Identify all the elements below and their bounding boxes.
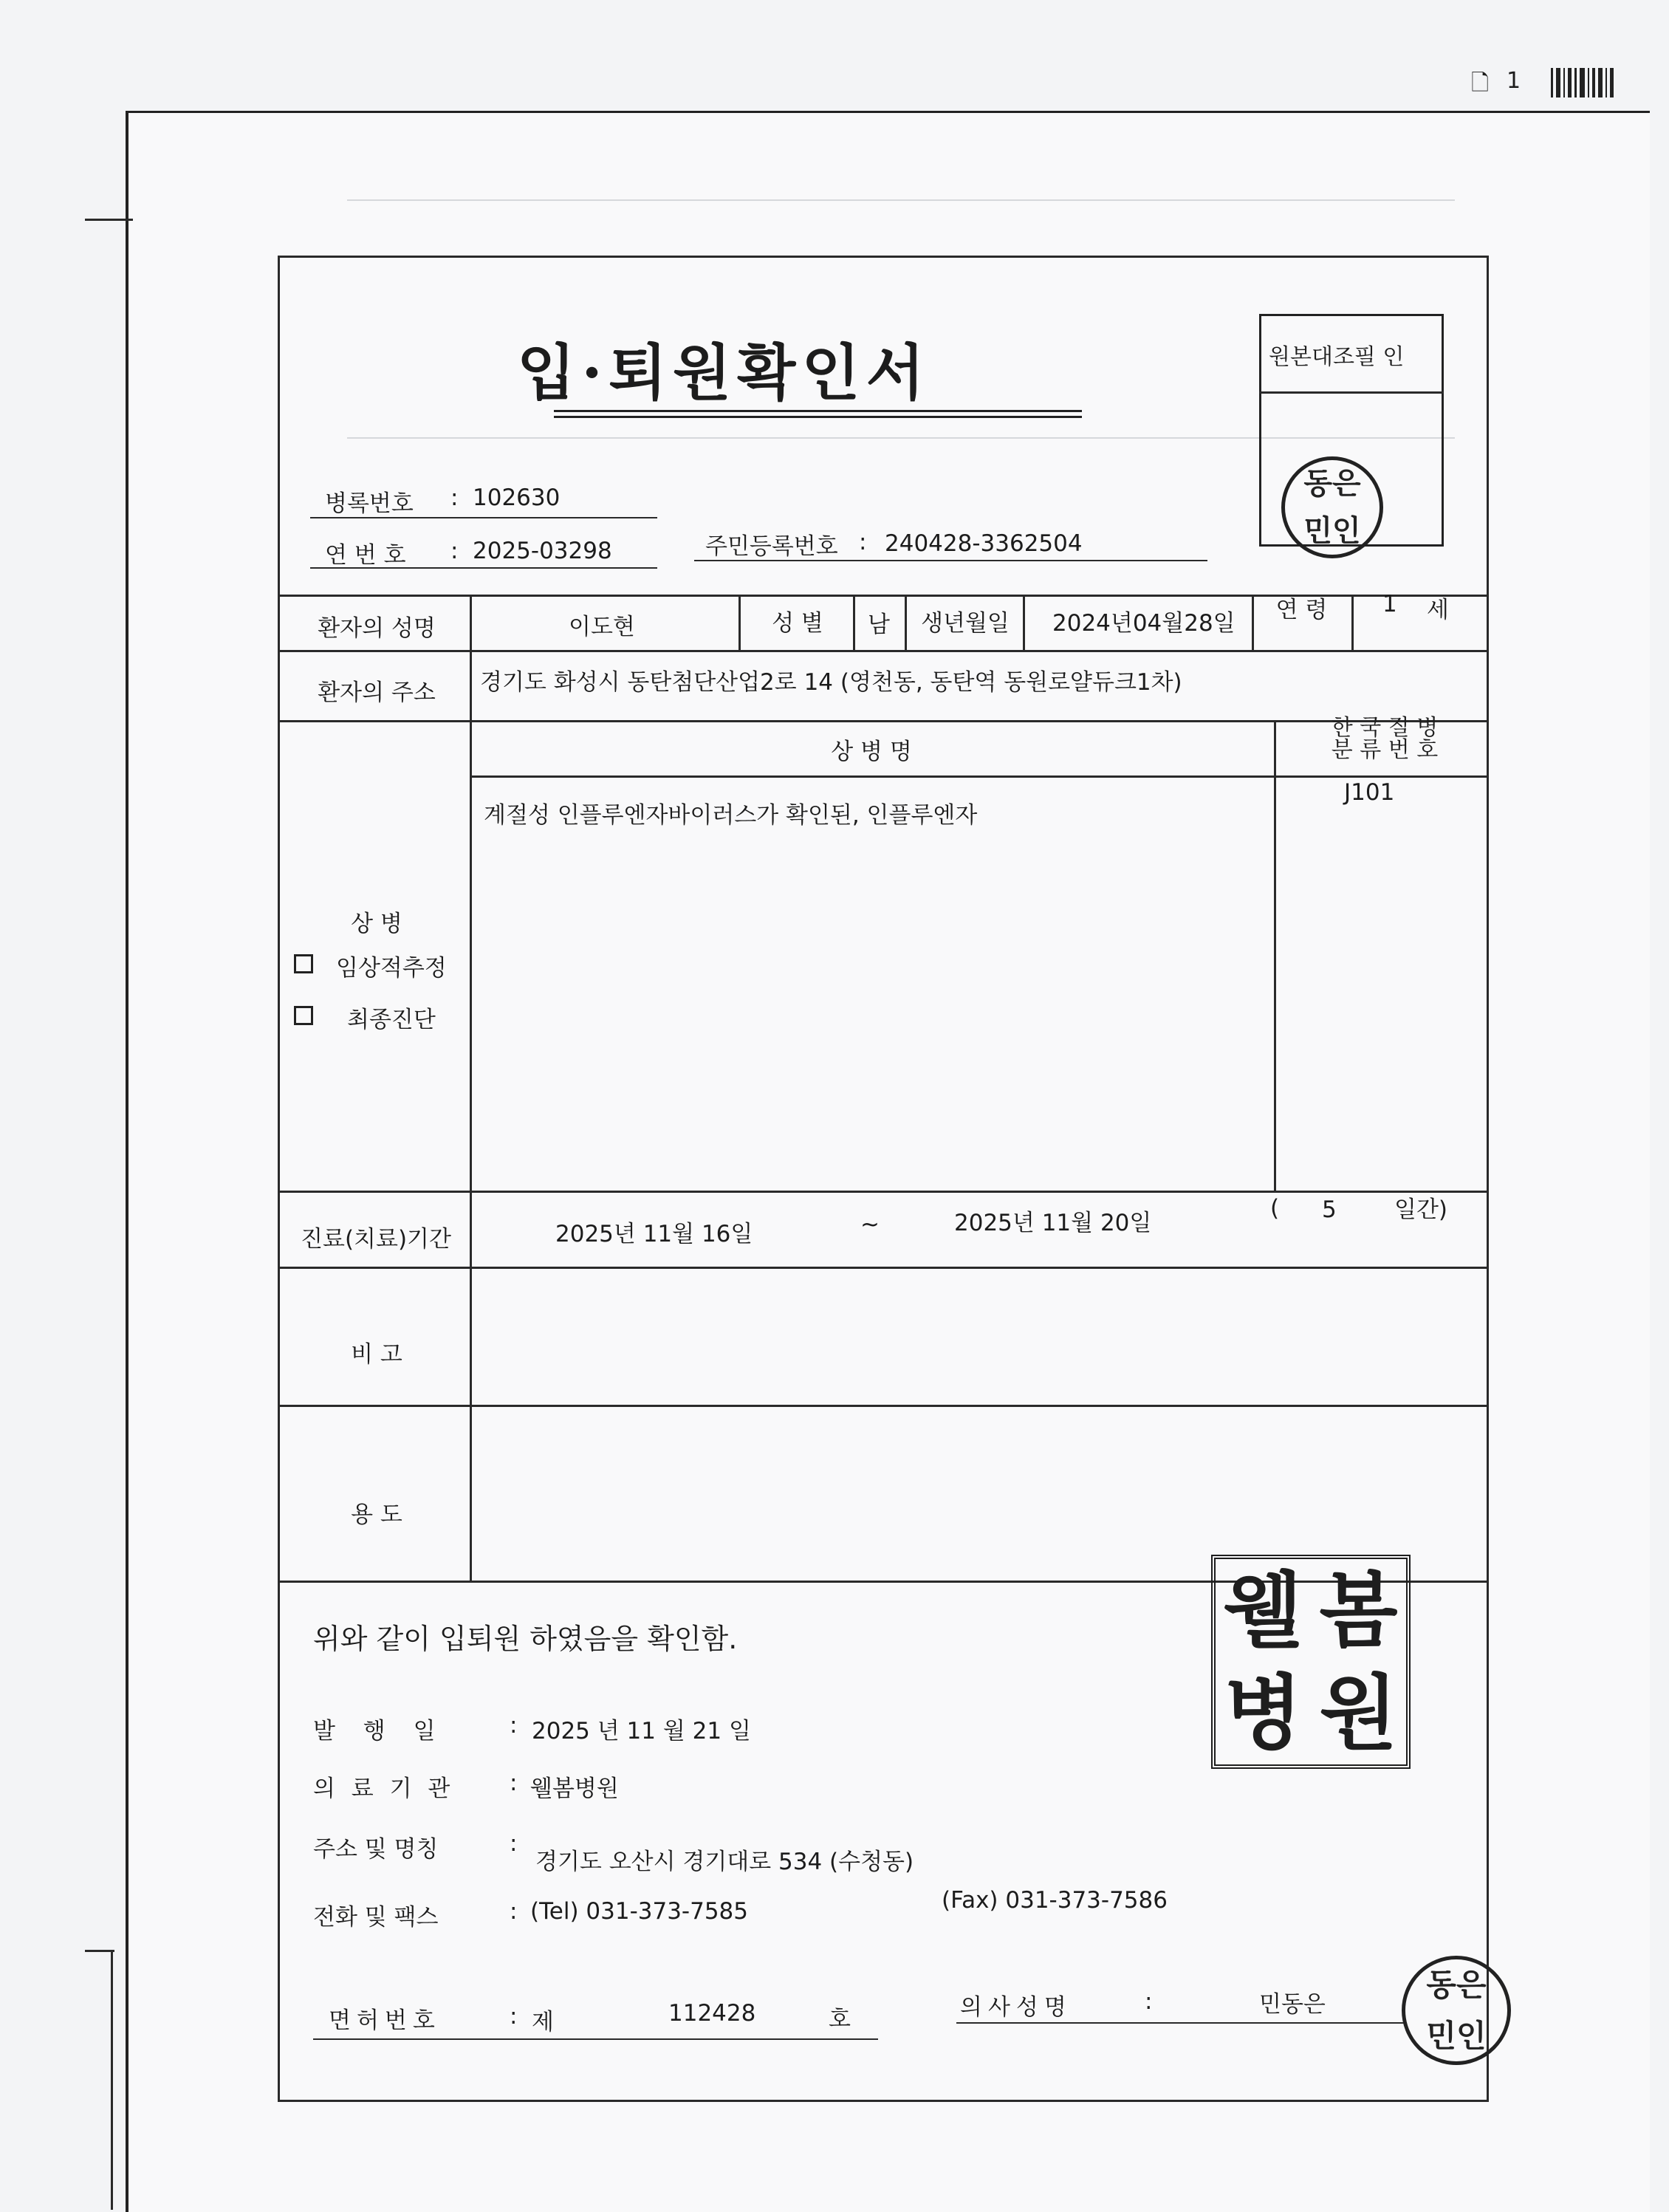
- treatment-end: 2025년 11월 20일: [954, 1210, 1152, 1236]
- record-no-label: 병록번호: [325, 490, 414, 517]
- patient-address: 경기도 화성시 동탄첨단산업2로 14 (영천동, 동탄역 동원로얄듀크1차): [480, 669, 1182, 696]
- record-no: 102630: [473, 484, 561, 511]
- license-no: 112428: [668, 2000, 756, 2027]
- phone-label: 전화 및 팩스: [313, 1904, 439, 1931]
- final-label: 최종진단: [347, 1007, 436, 1033]
- treatment-tilde: ~: [860, 1211, 880, 1238]
- treatment-start: 2025년 11월 16일: [555, 1221, 753, 1247]
- license-prefix: 제: [532, 2009, 554, 2035]
- address-label: 환자의 주소: [318, 679, 436, 706]
- final-checkbox[interactable]: [294, 1006, 313, 1025]
- code-header-line1: 한 국 질 병: [1331, 715, 1439, 741]
- treatment-label: 진료(치료)기간: [301, 1226, 451, 1253]
- age-label: 연 령: [1275, 597, 1328, 623]
- clinical-label: 임상적추정: [336, 955, 447, 982]
- purpose-label: 용 도: [351, 1502, 402, 1528]
- serial-no-label: 연 번 호: [325, 542, 406, 569]
- page-icon: 🗋: [1471, 70, 1490, 96]
- birth-value: 2024년04월28일: [1052, 610, 1236, 637]
- page-number: 1: [1507, 68, 1521, 94]
- license-suffix: 호: [829, 2006, 851, 2033]
- doctor-label: 의사성명: [960, 1994, 1072, 2021]
- remarks-label: 비 고: [351, 1341, 402, 1368]
- doctor-name: 민동은: [1259, 1991, 1326, 2018]
- institution: 웰봄병원: [530, 1776, 619, 1802]
- resident-no-label: 주민등록번호: [705, 533, 838, 560]
- treatment-days: 5: [1322, 1196, 1337, 1223]
- disease-name-header: 상 병 명: [831, 739, 912, 765]
- disease-code: J101: [1344, 779, 1395, 806]
- title-underline: [554, 410, 1082, 412]
- check-seal: 동은 민인: [1281, 456, 1383, 558]
- days-unit: 일간): [1394, 1196, 1447, 1223]
- paren-open: (: [1270, 1195, 1280, 1222]
- hospital-seal: 웰 봄 병 원: [1211, 1555, 1411, 1769]
- sex-label: 성 별: [772, 610, 823, 637]
- age-value: 1: [1382, 591, 1397, 617]
- code-header-line2: 분 류 번 호: [1331, 737, 1439, 763]
- issue-date: 2025 년 11 월 21 일: [532, 1718, 751, 1744]
- patient-name-label: 환자의 성명: [318, 615, 436, 642]
- resident-no: 240428-3362504: [885, 530, 1083, 557]
- license-label: 면허번호: [329, 2007, 441, 2034]
- original-check-label: 원본대조필 인: [1269, 344, 1405, 370]
- age-unit: 세: [1427, 597, 1449, 623]
- barcode: [1551, 68, 1632, 97]
- patient-name: 이도현: [569, 614, 635, 640]
- page-title: 입·퇴원확인서: [517, 338, 931, 408]
- fax: (Fax) 031-373-7586: [942, 1887, 1168, 1914]
- doctor-seal: 동은 민인: [1402, 1956, 1511, 2065]
- confirm-text: 위와 같이 입퇴원 하였음을 확인함.: [313, 1623, 738, 1655]
- birth-label: 생년월일: [921, 610, 1010, 637]
- sex-value: 남: [868, 612, 890, 638]
- institution-address: 경기도 오산시 경기대로 534 (수청동): [535, 1849, 914, 1875]
- address-footer-label: 주소 및 명칭: [313, 1836, 439, 1863]
- serial-no: 2025-03298: [473, 538, 612, 564]
- diagnosis-label: 상 병: [351, 911, 402, 937]
- edge-mark: [85, 219, 133, 221]
- issue-label: 발 행 일: [313, 1718, 446, 1744]
- clinical-checkbox[interactable]: [294, 954, 313, 973]
- institution-label: 의 료 기 관: [313, 1776, 455, 1802]
- tel: (Tel) 031-373-7585: [530, 1898, 748, 1925]
- disease-name: 계절성 인플루엔자바이러스가 확인된, 인플루엔자: [484, 802, 978, 829]
